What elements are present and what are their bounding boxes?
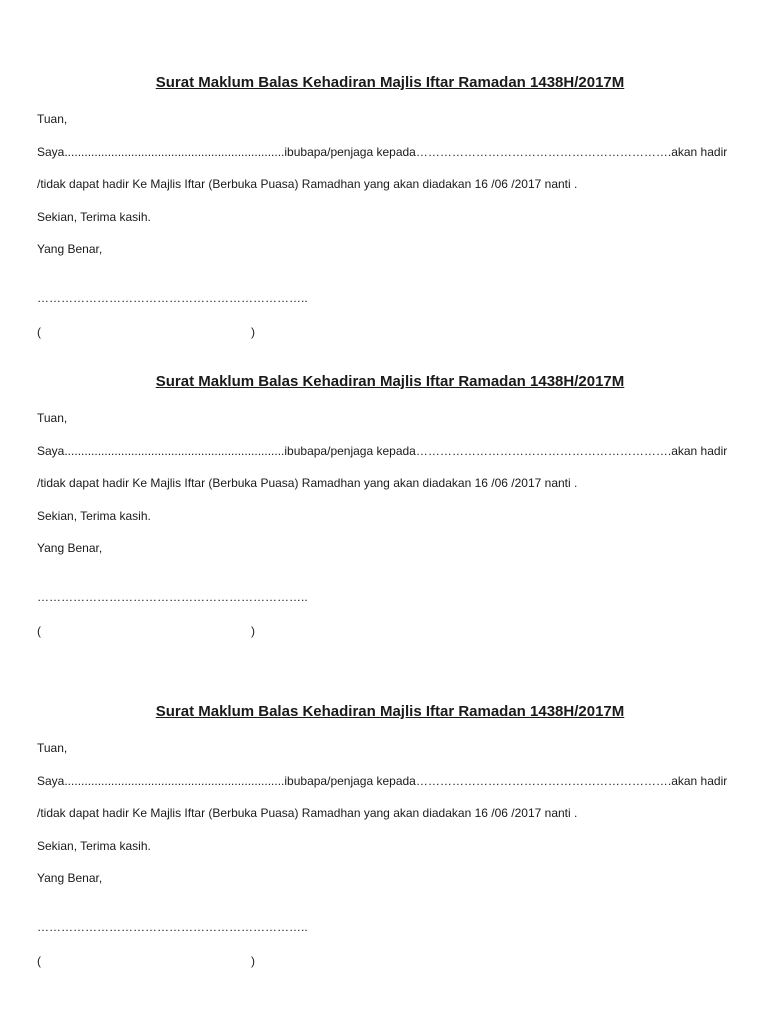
parent-child-line [37, 144, 728, 160]
printed-name-brackets [37, 953, 255, 969]
open-bracket: ( [37, 325, 41, 339]
child-name-blank: ……………………………………………………….akan hadir [415, 145, 728, 159]
greeting: Tuan, [37, 741, 68, 755]
slip-title: Surat Maklum Balas Kehadiran Majlis Iftar Ramadan 1438H/2017M [155, 74, 625, 91]
parent-name-blank: Saya..................................................................ibubapa/penjaga kepada [37, 444, 416, 458]
parent-child-line [37, 443, 728, 459]
signature-line: ………………………………………………………….. [37, 920, 308, 934]
parent-name-blank: Saya..................................................................ibubapa/penjaga kepada [37, 145, 416, 159]
close-bracket: ) [251, 624, 255, 638]
parent-name-blank: Saya..................................................................ibubapa/penjaga kepada [37, 774, 416, 788]
parent-child-line [37, 773, 728, 789]
close-bracket: ) [251, 325, 255, 339]
closing-line: Sekian, Terima kasih. [37, 839, 151, 853]
signoff-line: Yang Benar, [37, 871, 103, 885]
greeting: Tuan, [37, 411, 68, 425]
open-bracket: ( [37, 954, 41, 968]
closing-line: Sekian, Terima kasih. [37, 509, 151, 523]
close-bracket: ) [251, 954, 255, 968]
attendance-line: /tidak dapat hadir Ke Majlis Iftar (Berbuka Puasa) Ramadhan yang akan diadakan 16 /06 /2017 nanti . [37, 806, 578, 820]
attendance-line: /tidak dapat hadir Ke Majlis Iftar (Berbuka Puasa) Ramadhan yang akan diadakan 16 /06 /2017 nanti . [37, 476, 578, 490]
child-name-blank: ……………………………………………………….akan hadir [415, 444, 728, 458]
reply-slip-3 [0, 629, 768, 968]
signature-line: ………………………………………………………….. [37, 291, 308, 305]
slip-title: Surat Maklum Balas Kehadiran Majlis Iftar Ramadan 1438H/2017M [155, 703, 625, 720]
closing-line: Sekian, Terima kasih. [37, 210, 151, 224]
signature-line: ………………………………………………………….. [37, 590, 308, 604]
signoff-line: Yang Benar, [37, 541, 103, 555]
attendance-line: /tidak dapat hadir Ke Majlis Iftar (Berbuka Puasa) Ramadhan yang akan diadakan 16 /06 /2017 nanti . [37, 177, 578, 191]
open-bracket: ( [37, 624, 41, 638]
reply-slip-2 [0, 299, 768, 638]
slip-title: Surat Maklum Balas Kehadiran Majlis Iftar Ramadan 1438H/2017M [155, 373, 625, 390]
child-name-blank: ……………………………………………………….akan hadir [415, 774, 728, 788]
reply-slip-1 [0, 0, 768, 339]
signoff-line: Yang Benar, [37, 242, 103, 256]
greeting: Tuan, [37, 112, 68, 126]
